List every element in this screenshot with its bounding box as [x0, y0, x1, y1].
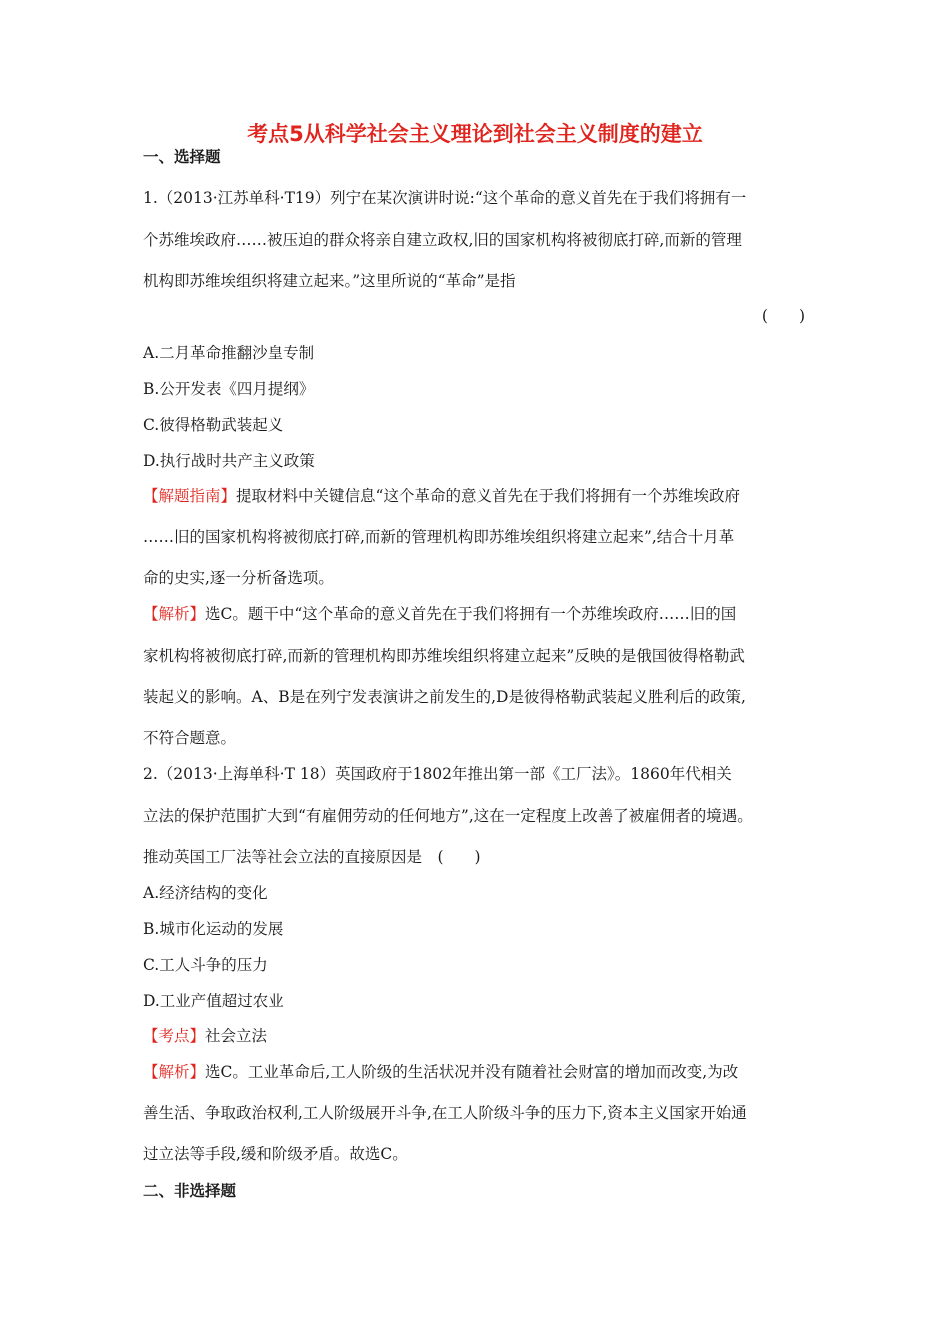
q1-stem-line: 个苏维埃政府……被压迫的群众将亲自建立政权,旧的国家机构将被彻底打碎,而新的管理 — [143, 231, 742, 249]
q2-option-c: C.工人斗争的压力 — [143, 956, 268, 974]
q2-stem-line: 立法的保护范围扩大到“有雇佣劳动的任何地方”,这在一定程度上改善了被雇佣者的境遇。 — [143, 807, 753, 825]
q1-option-d: D.执行战时共产主义政策 — [143, 452, 315, 470]
q2-option-a: A.经济结构的变化 — [143, 884, 268, 902]
q2-point-line — [143, 1026, 267, 1046]
q1-answer-bracket: ( ) — [761, 307, 805, 325]
q1-option-b: B.公开发表《四月提纲》 — [143, 380, 315, 398]
q1-option-c: C.彼得格勒武装起义 — [143, 416, 284, 434]
q1-analysis-line — [143, 604, 736, 624]
q1-guide-text: 提取材料中关键信息“这个革命的意义首先在于我们将拥有一个苏维埃政府 — [236, 487, 740, 505]
q2-stem-line: 推动英国工厂法等社会立法的直接原因是 ( ) — [143, 848, 481, 866]
q2-option-d: D.工业产值超过农业 — [143, 992, 284, 1010]
q1-stem-line: 机构即苏维埃组织将建立起来。”这里所说的“革命”是指 — [143, 272, 516, 290]
q1-analysis-line: 装起义的影响。A、B是在列宁发表演讲之前发生的,D是彼得格勒武装起义胜利后的政策, — [143, 688, 746, 706]
q1-guide-line: 命的史实,逐一分析备选项。 — [143, 569, 334, 587]
q2-point-tag: 【考点】 — [143, 1027, 206, 1045]
q1-guide-line: ……旧的国家机构将被彻底打碎,而新的管理机构即苏维埃组织将建立起来”,结合十月革 — [143, 528, 735, 546]
q1-analysis-line: 不符合题意。 — [143, 729, 237, 747]
section-heading-choice: 一、选择题 — [143, 148, 221, 166]
q2-option-b: B.城市化运动的发展 — [143, 920, 284, 938]
q2-analysis-line: 过立法等手段,缓和阶级矛盾。故选C。 — [143, 1145, 408, 1163]
q2-point-text: 社会立法 — [205, 1027, 268, 1045]
q2-analysis-text: 选C。工业革命后,工人阶级的生活状况并没有随着社会财富的增加而改变,为改 — [205, 1063, 739, 1081]
q1-stem-line: 1.（2013·江苏单科·T19）列宁在某次演讲时说:“这个革命的意义首先在于我们将拥有一 — [143, 189, 747, 207]
section-heading-nonchoice: 二、非选择题 — [143, 1182, 237, 1200]
q1-guide-tag: 【解题指南】 — [143, 487, 237, 505]
q2-stem-line: 2.（2013·上海单科·T 18）英国政府于1802年推出第一部《工厂法》。1860年代相关 — [143, 765, 732, 783]
q1-guide-line — [143, 486, 740, 506]
q2-analysis-line: 善生活、争取政治权利,工人阶级展开斗争,在工人阶级斗争的压力下,资本主义国家开始通 — [143, 1104, 747, 1122]
q2-analysis-line — [143, 1062, 738, 1082]
q1-analysis-tag: 【解析】 — [143, 605, 206, 623]
q1-analysis-line: 家机构将被彻底打碎,而新的管理机构即苏维埃组织将建立起来”反映的是俄国彼得格勒武 — [143, 647, 745, 665]
page-title: 考点5从科学社会主义理论到社会主义制度的建立 — [247, 122, 703, 146]
q1-analysis-text: 选C。题干中“这个革命的意义首先在于我们将拥有一个苏维埃政府……旧的国 — [205, 605, 737, 623]
q2-analysis-tag: 【解析】 — [143, 1063, 206, 1081]
q1-option-a: A.二月革命推翻沙皇专制 — [143, 344, 315, 362]
